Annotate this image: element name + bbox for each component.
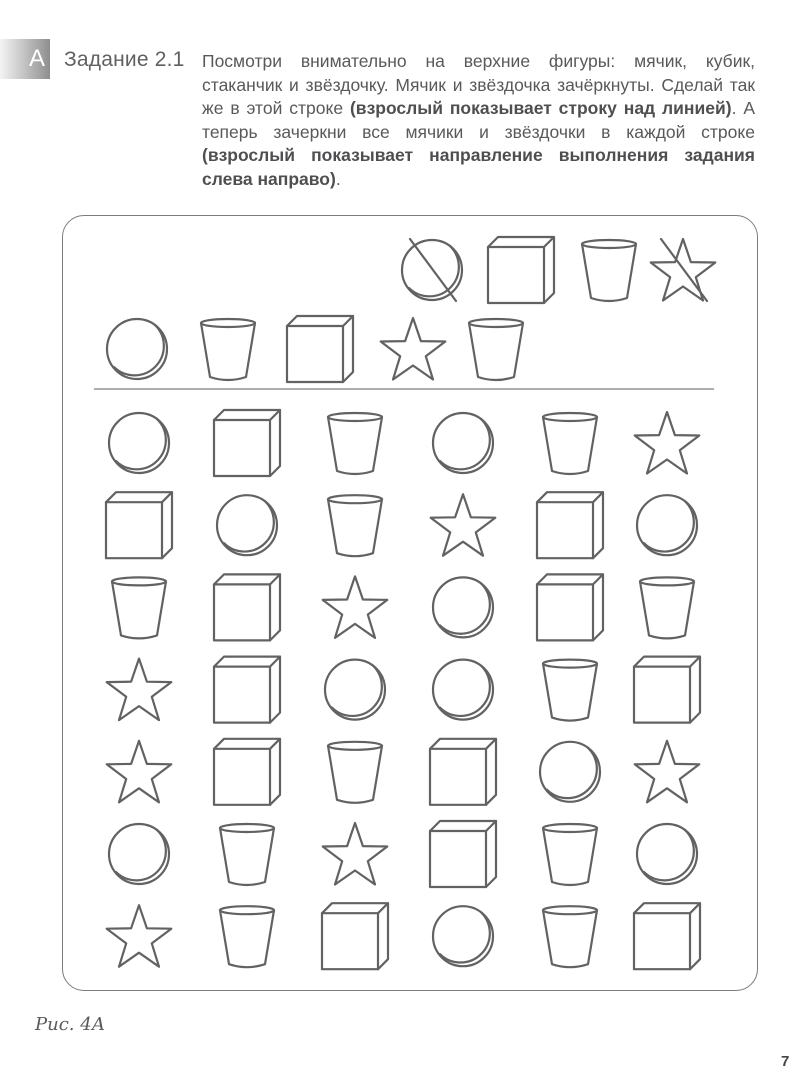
grid-cube-icon[interactable] [430,821,496,887]
grid-cup-icon[interactable] [220,906,274,967]
sample-ball-icon[interactable] [402,239,462,301]
practice-cup-icon[interactable] [201,319,255,380]
instruction-bold-2: (взрослый показывает направление выполнения задания слева направо) [202,145,755,189]
grid-star-icon[interactable] [635,412,700,474]
grid-star-icon[interactable] [323,576,388,638]
grid-cube-icon[interactable] [430,739,496,805]
grid-star-icon[interactable] [107,659,172,721]
grid-cube-icon[interactable] [106,492,172,558]
grid-ball-icon[interactable] [540,742,600,802]
grid-ball-icon[interactable] [637,824,697,884]
cross-mark [410,239,456,301]
task-label: Задание 2.1 [64,48,185,71]
grid-ball-icon[interactable] [217,495,277,555]
grid-cup-icon[interactable] [543,906,597,967]
cross-mark [661,239,707,301]
grid-cup-icon[interactable] [640,577,694,638]
grid-ball-icon[interactable] [433,906,493,966]
grid-star-icon[interactable] [323,823,388,885]
grid-ball-icon[interactable] [433,413,493,473]
grid-cup-icon[interactable] [543,660,597,721]
grid-cube-icon[interactable] [537,492,603,558]
instruction-text-2: . А теперь зачеркни все мячики и звёздочки в каждой строке [202,98,756,142]
instruction-bold-1: (взрослый показывает строку над линией) [349,98,732,118]
practice-ball-icon[interactable] [107,319,167,379]
grid-cube-icon[interactable] [214,657,280,723]
grid-ball-icon[interactable] [109,413,169,473]
grid-cube-icon[interactable] [537,574,603,640]
figure-caption: Рис. 4А [35,1014,106,1035]
grid-ball-icon[interactable] [325,660,385,720]
sample-cup-icon[interactable] [582,240,636,301]
grid-cup-icon[interactable] [543,413,597,474]
sample-star-icon[interactable] [651,239,716,301]
instruction-text-3: . [335,168,341,189]
grid-cup-icon[interactable] [543,824,597,885]
grid-cup-icon[interactable] [328,495,382,556]
grid-cube-icon[interactable] [322,903,388,969]
grid-cube-icon[interactable] [214,410,280,476]
grid-star-icon[interactable] [107,905,172,967]
grid-star-icon[interactable] [431,494,496,556]
grid-cup-icon[interactable] [112,577,166,638]
practice-cube-icon[interactable] [287,316,353,382]
section-letter: A [28,45,45,72]
practice-cup-icon[interactable] [469,319,523,380]
instruction-text-1: Посмотри внимательно на верхние фигуры: мячик, кубик, стаканчик и звёздочку. Мячик и звёздочка зачёркнуты. Сделай так же в этой строке [202,51,755,118]
grid-cup-icon[interactable] [220,824,274,885]
grid-cup-icon[interactable] [328,413,382,474]
grid-cube-icon[interactable] [634,657,700,723]
grid-ball-icon[interactable] [433,577,493,637]
grid-star-icon[interactable] [107,741,172,803]
page-number: 7 [781,1053,790,1070]
grid-cup-icon[interactable] [328,742,382,803]
practice-star-icon[interactable] [381,318,446,380]
grid-cube-icon[interactable] [214,574,280,640]
grid-ball-icon[interactable] [637,495,697,555]
grid-ball-icon[interactable] [433,660,493,720]
grid-cube-icon[interactable] [634,903,700,969]
sample-cube-icon[interactable] [488,237,554,303]
grid-star-icon[interactable] [635,741,700,803]
grid-ball-icon[interactable] [109,824,169,884]
grid-cube-icon[interactable] [214,739,280,805]
